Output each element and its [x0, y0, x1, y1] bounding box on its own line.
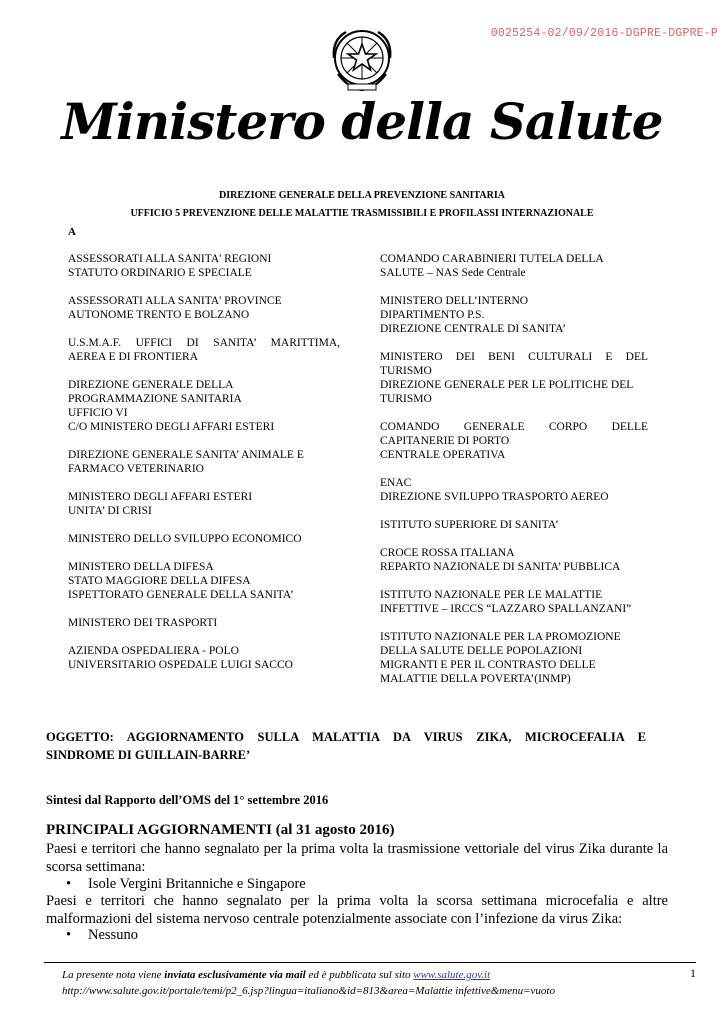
recipient-line: MINISTERO DELL’INTERNO: [380, 295, 529, 307]
recipient-line: INFETTIVE – IRCCS “LAZZARO SPALLANZANI”: [380, 603, 632, 615]
recipient-block: [380, 518, 648, 532]
office-header: UFFICIO 5 PREVENZIONE DELLE MALATTIE TRASMISSIBILI E PROFILASSI INTERNAZIONALE: [130, 208, 594, 219]
recipient-block: [68, 560, 340, 602]
recipient-block: [380, 252, 648, 280]
recipient-line: MALATTIE DELLA POVERTA’(INMP): [380, 673, 571, 685]
recipient-line: ISPETTORATO GENERALE DELLA SANITA’: [68, 589, 294, 601]
republic-emblem-icon: [328, 22, 396, 96]
recipient-block: [380, 476, 648, 504]
protocol-stamp: 0025254-02/09/2016-DGPRE-DGPRE-P: [490, 27, 718, 40]
bullet-text: Isole Vergini Britanniche e Singapore: [88, 876, 306, 892]
recipient-line: DIREZIONE GENERALE PER LE POLITICHE DEL: [380, 379, 634, 391]
subject-line: SINDROME DI GUILLAIN-BARRE’: [46, 748, 251, 762]
recipient-line: COMANDO GENERALE CORPO DELLE: [380, 421, 648, 433]
recipient-line: MINISTERO DELLO SVILUPPO ECONOMICO: [68, 533, 302, 545]
recipient-line: CAPITANERIE DI PORTO: [380, 435, 510, 447]
paragraph-line: Paesi e territori che hanno segnalato per la prima volta la scorsa settimana microcefalia e altre: [46, 893, 668, 909]
recipient-block: [68, 448, 340, 476]
page-number: 1: [690, 966, 696, 980]
recipient-line: MINISTERO DEI BENI CULTURALI E DEL: [380, 351, 648, 363]
recipient-line: REPARTO NAZIONALE DI SANITA’ PUBBLICA: [380, 561, 621, 573]
recipient-line: PROGRAMMAZIONE SANITARIA: [68, 393, 242, 405]
recipient-line: TURISMO: [380, 393, 432, 405]
footer-text: La presente nota viene: [62, 969, 165, 981]
recipient-line: COMANDO CARABINIERI TUTELA DELLA: [380, 253, 604, 265]
recipient-block: [380, 350, 648, 406]
bullet-icon: •: [66, 927, 72, 943]
recipient-block: [380, 294, 648, 336]
recipient-line: STATUTO ORDINARIO E SPECIALE: [68, 267, 252, 279]
recipient-block: [68, 378, 340, 434]
bullet-item: [66, 927, 138, 944]
recipient-block: [380, 420, 648, 462]
recipient-line: ASSESSORATI ALLA SANITA' PROVINCE: [68, 295, 282, 307]
recipient-line: MINISTERO DEI TRASPORTI: [68, 617, 218, 629]
paragraph-line: malformazioni del sistema nervoso centrale potenzialmente associate con l’infezione da virus Zika:: [46, 911, 623, 927]
recipient-line: TURISMO: [380, 365, 432, 377]
recipient-line: DELLA SALUTE DELLE POPOLAZIONI: [380, 645, 583, 657]
footer-url: http://www.salute.gov.it/portale/temi/p2_6.jsp?lingua=italiano&id=813&area=Malattie infettive&menu=vuoto: [62, 985, 555, 997]
recipient-line: UNITA’ DI CRISI: [68, 505, 152, 517]
paragraph-line: Paesi e territori che hanno segnalato per la prima volta la trasmissione vettoriale del virus Zika durante la: [46, 841, 668, 857]
recipient-block: [68, 532, 340, 546]
recipient-block: [380, 588, 648, 616]
recipient-line: SALUTE – NAS Sede Centrale: [380, 267, 526, 279]
recipient-line: DIREZIONE GENERALE SANITA’ ANIMALE E: [68, 449, 304, 461]
footer-emphasis: inviata esclusivamente via mail: [164, 969, 306, 981]
paragraph-new-transmission: [46, 840, 668, 876]
recipient-line: MIGRANTI E PER IL CONTRASTO DELLE: [380, 659, 596, 671]
bullet-text: Nessuno: [88, 927, 138, 943]
recipient-block: [68, 616, 340, 630]
recipient-line: DIREZIONE GENERALE DELLA: [68, 379, 234, 391]
bullet-icon: •: [66, 876, 72, 892]
bullet-item: [66, 876, 306, 893]
paragraph-line: scorsa settimana:: [46, 859, 146, 875]
recipient-line: FARMACO VETERINARIO: [68, 463, 204, 475]
recipient-line: AUTONOME TRENTO E BOLZANO: [68, 309, 250, 321]
recipient-line: CROCE ROSSA ITALIANA: [380, 547, 515, 559]
recipient-line: ISTITUTO SUPERIORE DI SANITA’: [380, 519, 559, 531]
recipient-line: DIREZIONE CENTRALE DI SANITA’: [380, 323, 566, 335]
subject-line: OGGETTO: AGGIORNAMENTO SULLA MALATTIA DA VIRUS ZIKA, MICROCEFALIA E: [46, 730, 646, 744]
recipient-block: [68, 294, 340, 322]
recipient-line: UNIVERSITARIO OSPEDALE LUIGI SACCO: [68, 659, 293, 671]
recipient-block: [380, 630, 648, 686]
recipient-line: AZIENDA OSPEDALIERA - POLO: [68, 645, 239, 657]
footer-divider: [44, 962, 696, 963]
recipient-line: DIPARTIMENTO P.S.: [380, 309, 485, 321]
section-title: PRINCIPALI AGGIORNAMENTI (al 31 agosto 2016): [46, 822, 395, 838]
recipient-line: DIREZIONE SVILUPPO TRASPORTO AEREO: [380, 491, 609, 503]
recipient-line: ISTITUTO NAZIONALE PER LE MALATTIE: [380, 589, 603, 601]
recipient-block: [68, 336, 340, 364]
recipient-line: ENAC: [380, 477, 412, 489]
site-link[interactable]: www.salute.gov.it: [413, 969, 491, 981]
recipient-block: [68, 252, 340, 280]
recipients-label: A: [68, 226, 76, 238]
recipient-line: CENTRALE OPERATIVA: [380, 449, 506, 461]
recipient-line: ISTITUTO NAZIONALE PER LA PROMOZIONE: [380, 631, 621, 643]
paragraph-microcephaly: [46, 892, 668, 928]
recipient-line: UFFICIO VI: [68, 407, 128, 419]
recipient-line: MINISTERO DELLA DIFESA: [68, 561, 214, 573]
summary-source: Sintesi dal Rapporto dell’OMS del 1° settembre 2016: [46, 793, 329, 807]
recipient-block: [380, 546, 648, 574]
ministry-title: Ministero della Salute: [61, 92, 663, 151]
recipient-line: MINISTERO DEGLI AFFARI ESTERI: [68, 491, 253, 503]
recipient-block: [68, 490, 340, 518]
direction-header: DIREZIONE GENERALE DELLA PREVENZIONE SANITARIA: [219, 190, 505, 201]
recipient-block: [68, 644, 340, 672]
footer-note: [62, 967, 622, 999]
recipient-line: AEREA E DI FRONTIERA: [68, 351, 199, 363]
footer-text: ed è pubblicata sul sito: [305, 969, 414, 981]
recipient-line: ASSESSORATI ALLA SANITA' REGIONI: [68, 253, 272, 265]
subject-heading: [46, 728, 646, 764]
recipient-line: STATO MAGGIORE DELLA DIFESA: [68, 575, 251, 587]
recipient-line: C/O MINISTERO DEGLI AFFARI ESTERI: [68, 421, 275, 433]
recipient-line: U.S.M.A.F. UFFICI DI SANITA’ MARITTIMA,: [68, 337, 340, 349]
